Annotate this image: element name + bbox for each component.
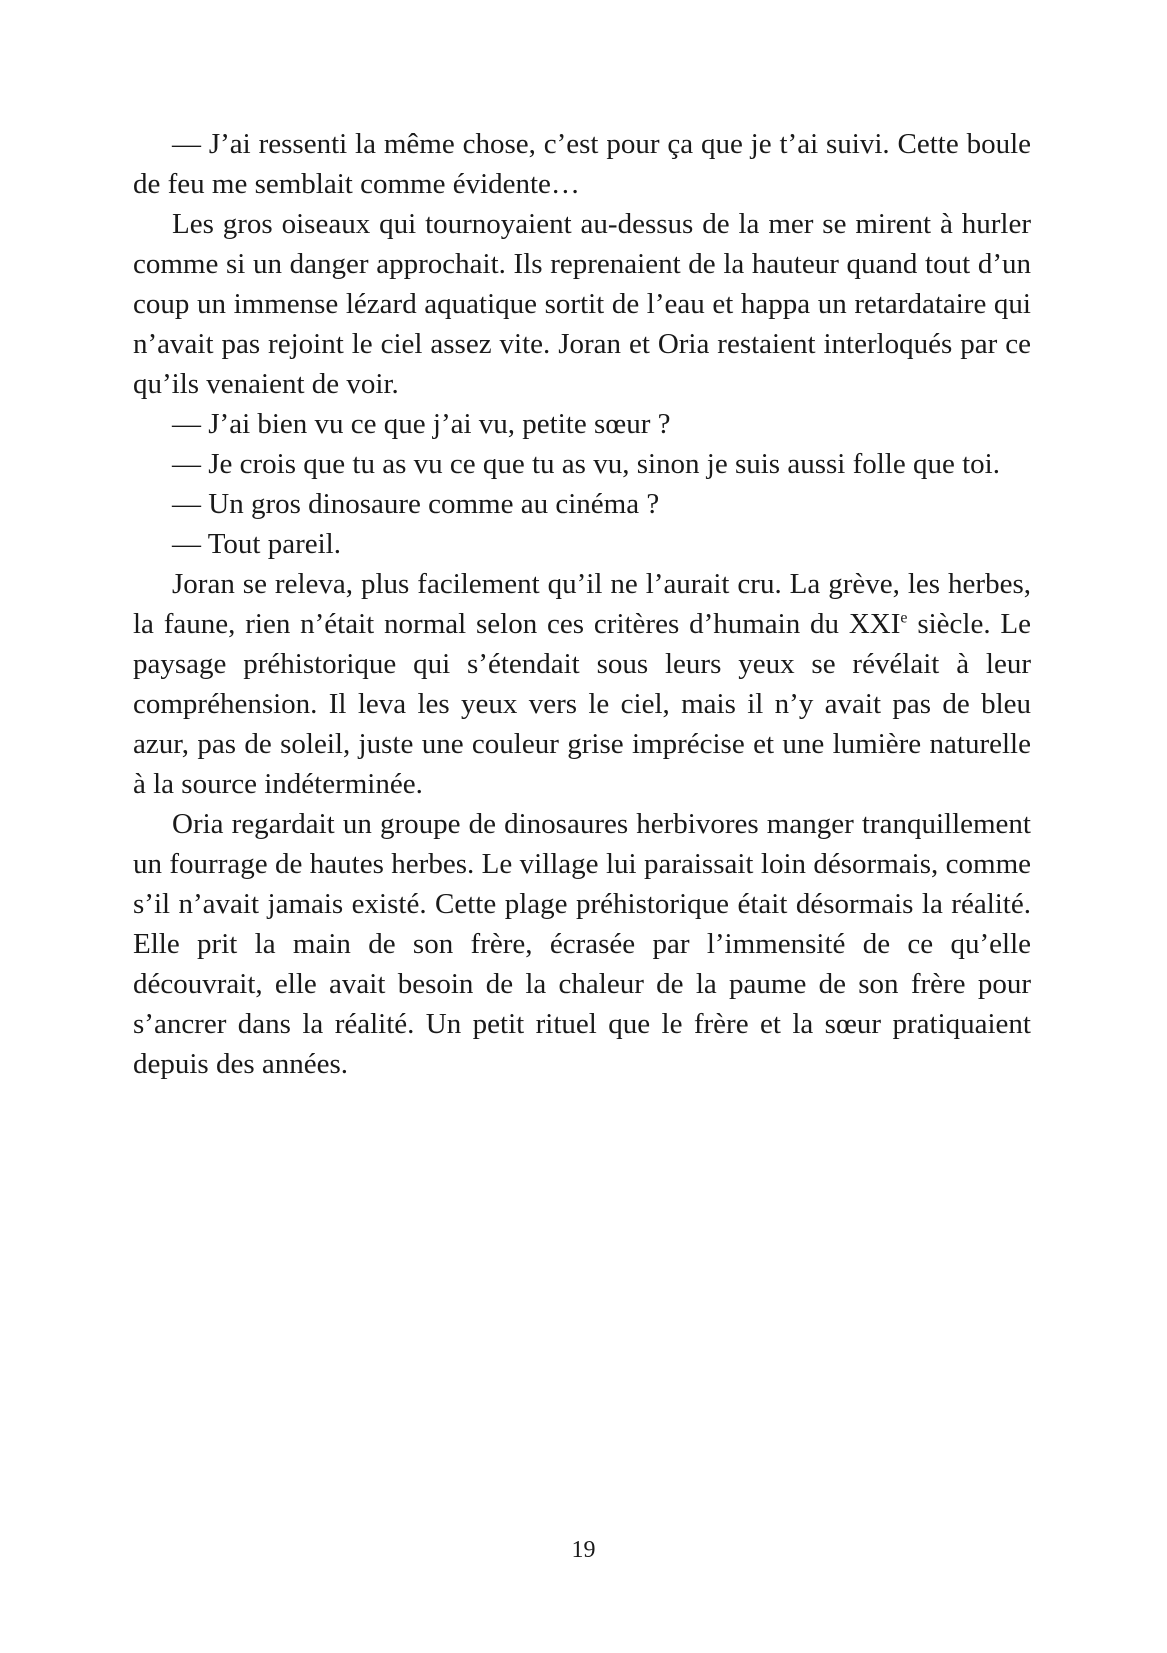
paragraph-narration-3: Oria regardait un groupe de dinosaures herbivores manger tranquillement un fourrage de hautes herbes. Le village lui paraissait loin désormais, comme s’il n’avait jamais existé. Cette plage préhistorique était désormais la réalité. Elle prit la main de son frère, écrasée par l’immensité de ce qu’elle découvrait, elle avait besoin de la chaleur de la paume de son frère pour s’ancrer dans la réalité. Un petit rituel que le frère et la sœur pratiquaient depuis des années. [133,808,1031,1080]
paragraph-dialogue-1: — J’ai ressenti la même chose, c’est pour ça que je t’ai suivi. Cette boule de feu me semblait comme évidente… [133,128,1031,200]
paragraph-narration-1: Les gros oiseaux qui tournoyaient au-dessus de la mer se mirent à hurler comme si un danger approchait. Ils reprenaient de la hauteur quand tout d’un coup un immense lézard aquatique sortit de l’eau et happa un retardataire qui n’avait pas rejoint le ciel assez vite. Joran et Oria restaient interloqués par ce qu’ils venaient de voir. [133,208,1031,400]
paragraph-text-after-superscript: siècle. Le paysage préhistorique qui s’étendait sous leurs yeux se révélait à leur compréhension. Il leva les yeux vers le ciel, mais il n’y avait pas de bleu azur, pas de soleil, juste une couleur grise imprécise et une lumière naturelle à la source indéterminée. [133,608,1032,800]
paragraph-text-before-superscript: Joran se releva, plus facilement qu’il ne l’aurait cru. La grève, les herbes, la faune, rien n’était normal selon ces critères d’humain du XXI [133,568,1031,640]
body-text [133,124,1031,1084]
paragraph-narration-2 [133,564,1031,804]
century-superscript: e [900,609,908,627]
paragraph-dialogue-2: — J’ai bien vu ce que j’ai vu, petite sœur ? [172,408,671,440]
paragraph-dialogue-5: — Tout pareil. [172,528,341,560]
page-number: 19 [571,1537,596,1563]
paragraph-dialogue-3: — Je crois que tu as vu ce que tu as vu, sinon je suis aussi folle que toi. [172,448,1000,480]
paragraph-dialogue-4: — Un gros dinosaure comme au cinéma ? [172,488,660,520]
